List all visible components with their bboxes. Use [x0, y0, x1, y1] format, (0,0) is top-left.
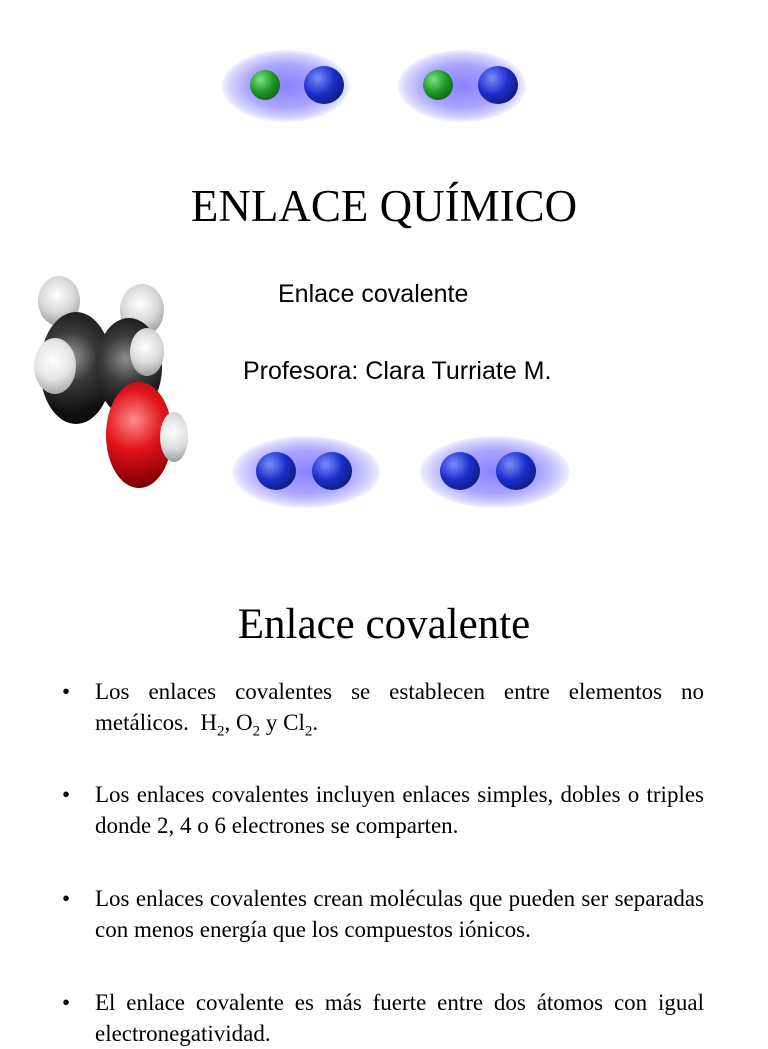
- list-item: [62, 676, 704, 738]
- list-item: [62, 987, 704, 1049]
- bullet-icon: •: [62, 679, 71, 704]
- chemical-formulas: $H_2$, $O_2$ y $Cl_2$.: [200, 710, 319, 740]
- diatomic-molecule-icon: [420, 436, 570, 508]
- subtitle: Enlace covalente: [278, 280, 469, 308]
- bullet-icon: •: [62, 990, 71, 1015]
- diatomic-molecule-icon: [222, 50, 350, 122]
- diatomic-molecule-icon: [232, 436, 380, 508]
- diatomic-molecule-icon: [398, 50, 526, 122]
- slide-title: Enlace covalente: [237, 601, 531, 648]
- bullet-icon: •: [62, 886, 71, 911]
- list-item: [62, 883, 704, 945]
- page-title: ENLACE QUÍMICO: [190, 181, 578, 231]
- ethanol-space-filling-model-icon: [34, 272, 190, 494]
- bullet-text: Los enlaces covalentes incluyen enlaces simples, dobles o triples donde 2, 4 o 6 electrones se comparten.: [95, 782, 704, 838]
- bullet-icon: •: [62, 782, 71, 807]
- teacher-name: Profesora: Clara Turriate M.: [243, 357, 552, 385]
- bullet-list: [62, 676, 704, 1049]
- list-item: [62, 779, 704, 841]
- bullet-text: Los enlaces covalentes se establecen entre elementos no metálicos.: [95, 679, 704, 735]
- bullet-text: El enlace covalente es más fuerte entre dos átomos con igual electronegatividad.: [95, 990, 704, 1046]
- bullet-text: Los enlaces covalentes crean moléculas que pueden ser separadas con menos energía que los compuestos iónicos.: [95, 886, 704, 942]
